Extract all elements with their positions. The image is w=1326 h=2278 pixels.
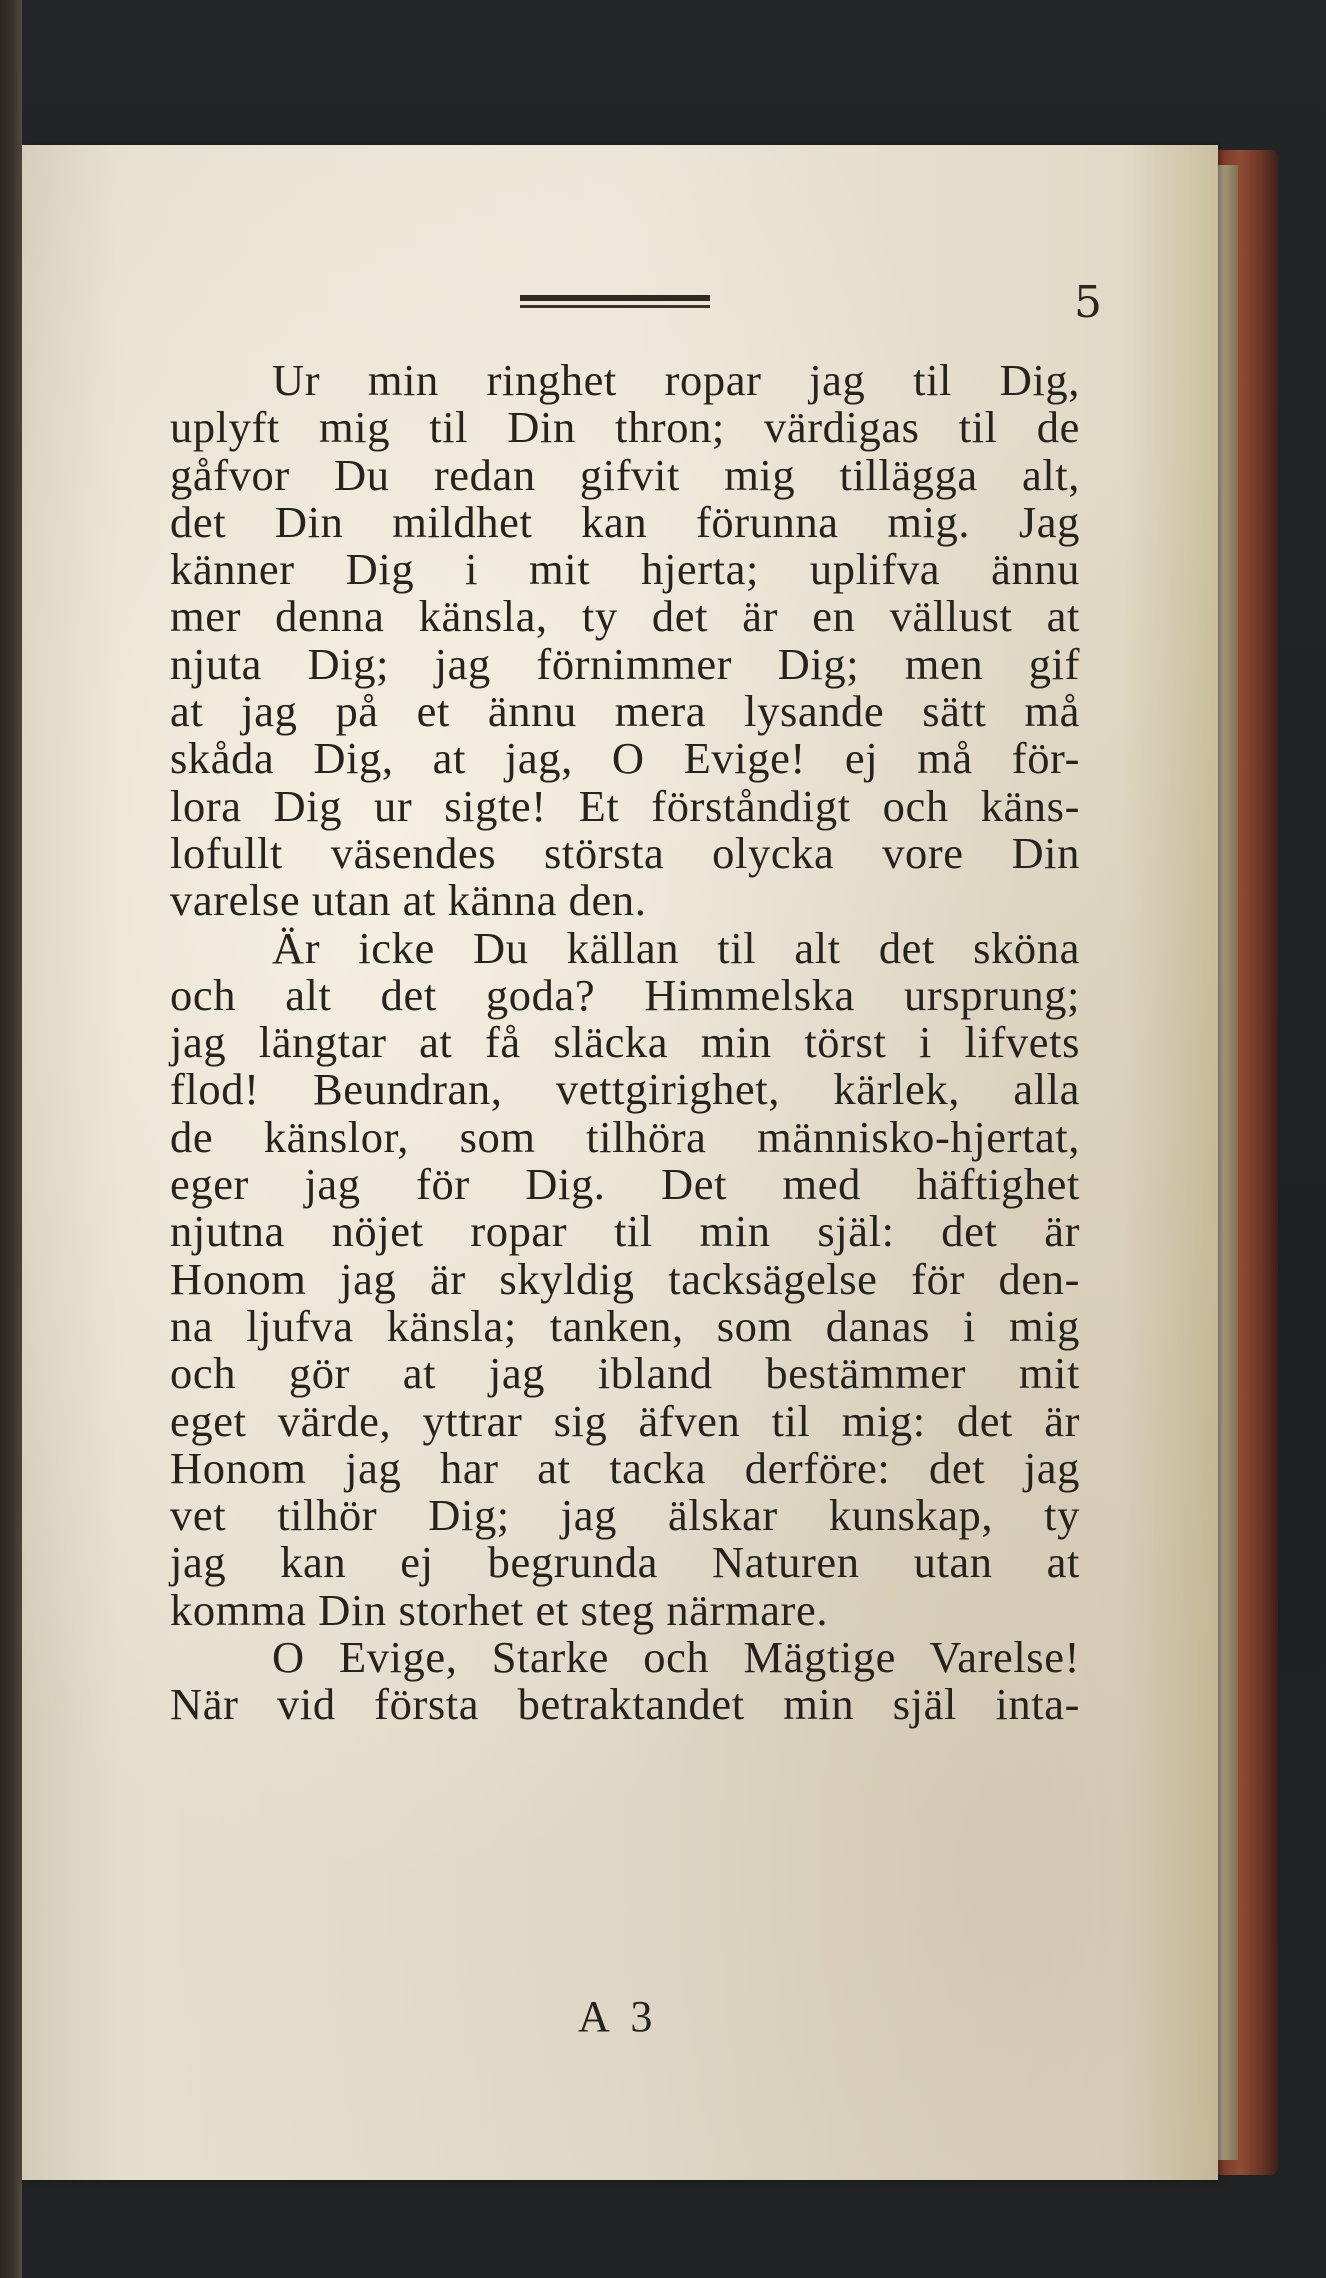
body-text	[170, 357, 1080, 1729]
text-line: de känslor, som tilhöra människo-hjertat,	[170, 1111, 1080, 1162]
text-line: vet tilhör Dig; jag älskar kunskap, ty	[170, 1490, 1080, 1541]
text-line: och gör at jag ibland bestämmer mit	[170, 1348, 1080, 1399]
text-line: flod! Beundran, vettgirighet, kärlek, alla	[170, 1064, 1080, 1115]
page-number: 5	[1074, 277, 1102, 328]
text-line: känner Dig i mit hjerta; uplifva ännu	[170, 544, 1080, 595]
text-line: O Evige, Starke och Mägtige Varelse!	[272, 1632, 1080, 1683]
header-rule	[520, 295, 710, 301]
text-line: na ljufva känsla; tanken, som danas i mig	[170, 1300, 1080, 1351]
text-line: uplyft mig til Din thron; värdigas til de	[170, 402, 1080, 453]
text-line: eget värde, yttrar sig äfven til mig: det är	[170, 1395, 1080, 1446]
text-line: eger jag för Dig. Det med häftighet	[170, 1159, 1080, 1210]
text-line: jag längtar at få släcka min törst i lifvets	[170, 1017, 1080, 1068]
text-line: Ur min ringhet ropar jag til Dig,	[272, 355, 1080, 405]
text-line: njutna nöjet ropar til min själ: det är	[170, 1206, 1080, 1257]
signature-mark: A 3	[578, 1992, 659, 2041]
text-line: varelse utan at känna den.	[170, 875, 647, 926]
text-line: det Din mildhet kan förunna mig. Jag	[170, 496, 1080, 547]
text-line: skåda Dig, at jag, O Evige! ej må för-	[170, 733, 1080, 784]
text-line: komma Din storhet et steg närmare.	[170, 1584, 829, 1635]
text-line: Honom jag har at tacka derföre: det jag	[170, 1442, 1080, 1493]
text-line: at jag på et ännu mera lysande sätt må	[170, 686, 1080, 737]
book-binding	[0, 0, 22, 2278]
text-line: När vid första betraktandet min själ inta-	[170, 1679, 1080, 1730]
text-line: Honom jag är skyldig tacksägelse för den-	[170, 1253, 1080, 1304]
text-line: jag kan ej begrunda Naturen utan at	[170, 1537, 1080, 1588]
text-line: gåfvor Du redan gifvit mig tillägga alt,	[170, 449, 1080, 500]
text-line: njuta Dig; jag förnimmer Dig; men gif	[170, 638, 1080, 689]
text-line: och alt det goda? Himmelska ursprung;	[170, 969, 1080, 1020]
text-line: lofullt väsendes största olycka vore Din	[170, 827, 1080, 878]
text-line: Är icke Du källan til alt det sköna	[272, 922, 1080, 973]
text-line: lora Dig ur sigte! Et förståndigt och käns-	[170, 780, 1080, 831]
text-line: mer denna känsla, ty det är en vällust at	[170, 591, 1080, 642]
book-page	[22, 145, 1218, 2180]
